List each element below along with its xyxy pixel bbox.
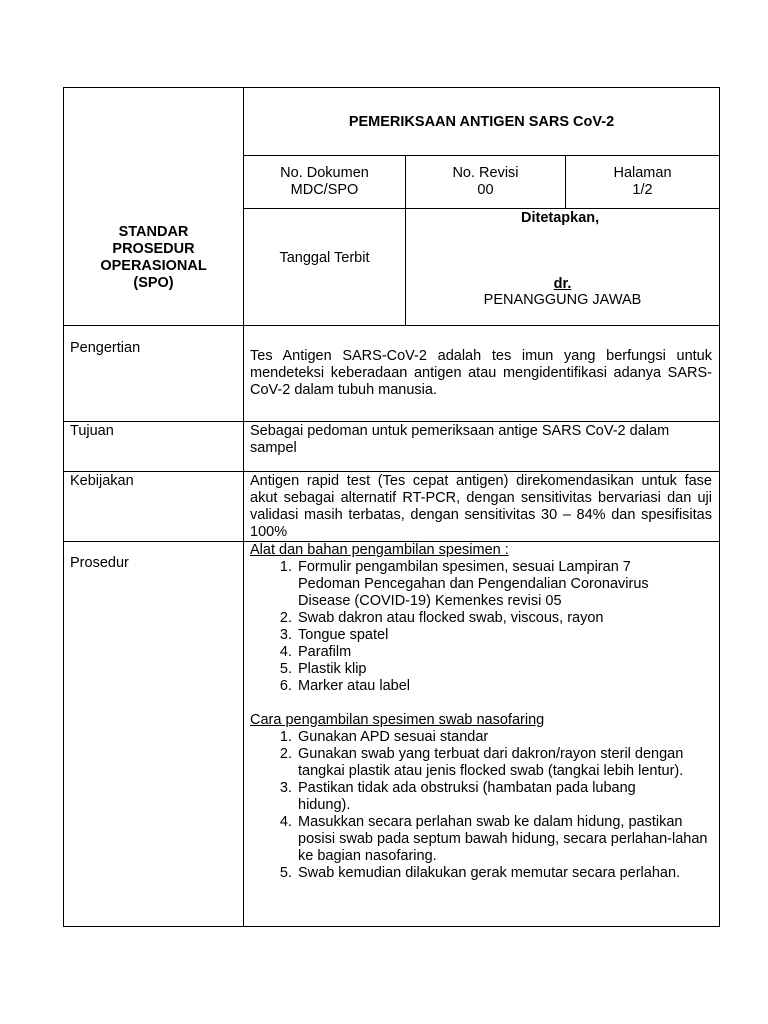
list-item: 2. Swab dakron atau flocked swab, viscous, rayon — [296, 610, 712, 627]
table-border-bottom — [63, 926, 720, 927]
signer-role: PENANGGUNG JAWAB — [483, 292, 642, 308]
list-item: 3. Tongue spatel — [296, 627, 712, 644]
table-border-top — [63, 87, 720, 88]
row-divider-kebijakan — [63, 471, 720, 472]
list-item: 6. Marker atau label — [296, 678, 712, 695]
prosedur-label: Prosedur — [70, 555, 129, 571]
header-row-divider — [243, 208, 720, 209]
document-title: PEMERIKSAAN ANTIGEN SARS CoV-2 — [348, 114, 615, 130]
list-item: 5. Plastik klip — [296, 661, 712, 678]
signer-prefix: dr. — [553, 276, 572, 292]
doc-number-label: No. Dokumen — [280, 165, 369, 181]
doc-number-cell — [244, 165, 405, 199]
revision-cell — [406, 165, 565, 199]
spo-title-line: PROSEDUR — [112, 241, 195, 257]
row-divider-pengertian — [63, 325, 720, 326]
list-item: 5. Swab kemudian dilakukan gerak memutar secara perlahan. — [296, 865, 712, 882]
column-divider — [243, 87, 244, 927]
table-border-right — [719, 87, 720, 927]
kebijakan-label: Kebijakan — [70, 473, 134, 489]
list-item: 4. Parafilm — [296, 644, 712, 661]
page-label: Halaman — [613, 165, 672, 181]
spo-title-line: STANDAR — [118, 224, 189, 240]
kebijakan-text: Antigen rapid test (Tes cepat antigen) direkomendasikan untuk fase akut sebagai alternatif RT-PCR, dengan sensitivitas bervariasi dan uji validasi masih terbatas, dengan sensitivitas 30 – 84% dan spesifisitas 100% — [250, 473, 712, 540]
tujuan-text: Sebagai pedoman untuk pemeriksaan antige SARS CoV-2 dalam sampel — [250, 423, 670, 456]
list-item: 1. Formulir pengambilan spesimen, sesuai Lampiran 7 Pedoman Pencegahan dan Pengendalian Coronavirus Disease (COVID-19) Kemenkes revisi 05 — [296, 559, 668, 610]
method-heading: Cara pengambilan spesimen swab nasofaring — [250, 712, 545, 728]
page-value: 1/2 — [632, 182, 653, 198]
revision-value: 00 — [477, 182, 494, 198]
spo-title — [64, 224, 243, 292]
spo-title-line: (SPO) — [133, 275, 174, 291]
materials-list — [250, 559, 712, 695]
page-cell — [566, 165, 719, 199]
table-border-left — [63, 87, 64, 927]
materials-heading: Alat dan bahan pengambilan spesimen : — [250, 542, 509, 558]
issue-date-label: Tanggal Terbit — [279, 250, 370, 266]
spo-title-line: OPERASIONAL — [100, 258, 207, 274]
revision-label: No. Revisi — [452, 165, 519, 181]
row-divider-tujuan — [63, 421, 720, 422]
tujuan-label: Tujuan — [70, 423, 114, 439]
list-item: 4. Masukkan secara perlahan swab ke dalam hidung, pastikan posisi swab pada septum bawah hidung, secara perlahan-lahan ke bagian nasofaring. — [296, 814, 712, 865]
list-item: 1. Gunakan APD sesuai standar — [296, 729, 712, 746]
pengertian-text: Tes Antigen SARS-CoV-2 adalah tes imun yang berfungsi untuk mendeteksi keberadaan antigen atau mengidentifikasi adanya SARS-CoV-2 dalam tubuh manusia. — [250, 348, 712, 398]
list-item: 3. Pastikan tidak ada obstruksi (hambatan pada lubang hidung). — [296, 780, 658, 814]
list-item: 2. Gunakan swab yang terbuat dari dakron/rayon steril dengan tangkai plastik atau jenis flocked swab (tangkai lebih lentur). — [296, 746, 712, 780]
approved-label: Ditetapkan, — [521, 210, 600, 226]
title-row-divider — [243, 155, 720, 156]
prosedur-content — [250, 542, 712, 882]
pengertian-label: Pengertian — [70, 340, 141, 356]
method-list — [250, 729, 712, 882]
doc-number-value: MDC/SPO — [290, 182, 359, 198]
